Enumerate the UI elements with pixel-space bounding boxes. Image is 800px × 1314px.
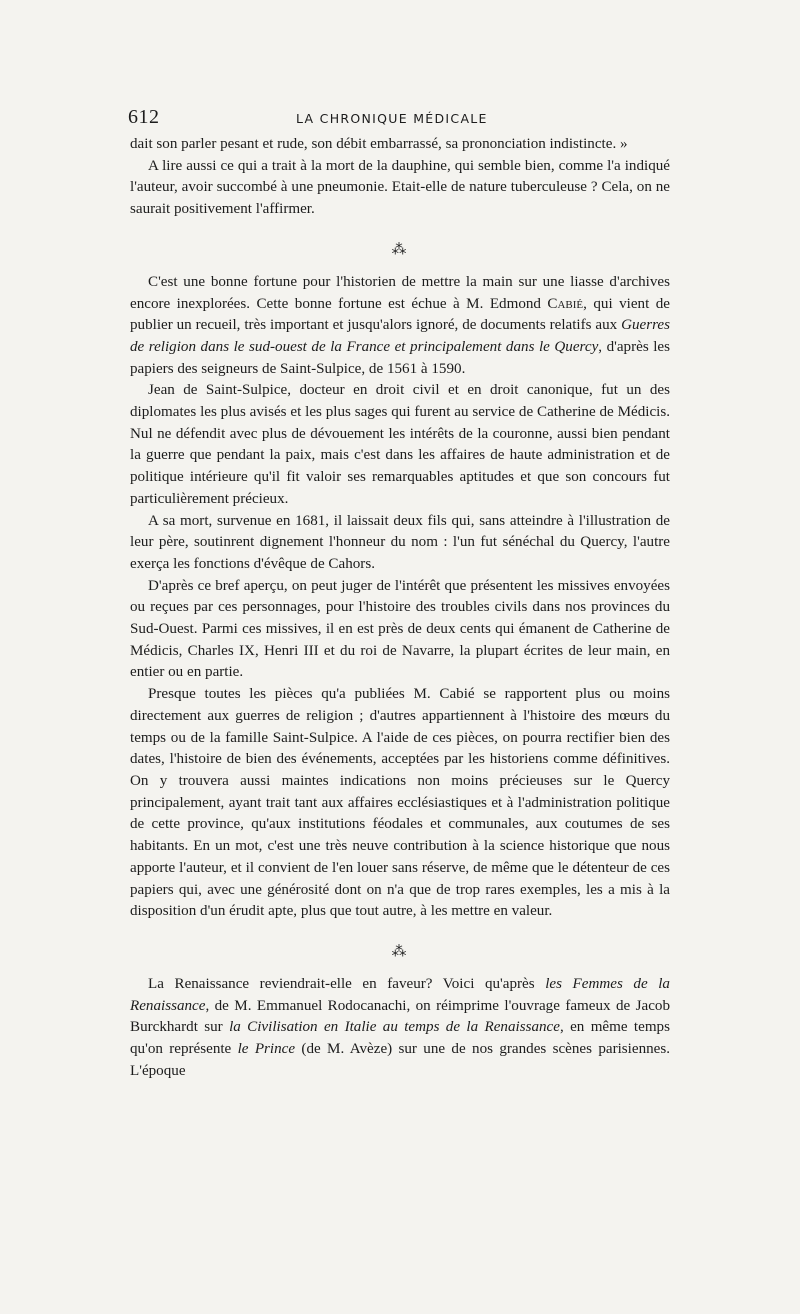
section-separator: ⁂	[391, 241, 409, 258]
play-title-prince: le Prince	[237, 1041, 296, 1058]
paragraph-5: A sa mort, survenue en 1681, il laissait deux fils qui, sans atteindre à l'illustration de leur père, soutinrent dignement l'honneur du nom : l'un fut sénéchal du Quercy, l'autre exerça les fonctions d'évêque de Cahors.	[130, 512, 670, 572]
paragraph-8-text-a: La Renaissance reviendrait-elle en faveur? Voici qu'après	[148, 975, 546, 992]
paragraph-3-text-a: C'est une bonne fortune pour l'historien de mettre la main sur une liasse d'archives encore inexplorées. Cette bonne fortune est échue à M. Edmond	[130, 273, 670, 312]
paragraph-8-text-b: , de M. Emmanuel Rodocanachi, on réimprime l'ouvrage fameux de Jacob Burckhardt sur	[130, 997, 670, 1036]
book-title-civilisation: la Civilisation en Italie au temps de la Renaissance	[229, 1019, 560, 1036]
paragraph-2: A lire aussi ce qui a trait à la mort de la dauphine, qui semble bien, comme l'a indiqué l'auteur, avoir succombé à une pneumonie. Etait-elle de nature tuberculeuse ? Cela, on ne saurait positivement l'affirmer.	[130, 157, 670, 218]
article-body	[130, 134, 670, 1082]
book-title-guerres: Guerres de religion dans le sud-ouest de la France et principalement dans le Quercy	[130, 317, 670, 355]
paragraph-7: Presque toutes les pièces qu'a publiées M. Cabié se rapportent plus ou moins directement aux guerres de religion ; d'autres appartiennent à l'histoire des mœurs du temps ou de la famille Saint-Sulpice. A l'aide de ces pièces, on pourra rectifier bien des dates, l'histoire de bien des événements, acceptées par les historiens comme définitives. On y trouvera aussi maintes indications non moins précieuses sur le Quercy principalement, ayant trait tant aux affaires ecclésiastiques et à l'administration politique de cette province, qu'aux institutions féodales et communales, aux coutumes de ses habitants. En un mot, c'est une très neuve contribution à la science historique que nous apporte l'auteur, et il convient de l'en louer sans réserve, de même que le détenteur de ces papiers qui, avec une générosité dont on n'a que de trop rares exemples, les a mis à la disposition d'un érudit apte, plus que tout autre, à les mettre en valeur.	[130, 686, 670, 920]
paragraph-8-text-d: (de M. Avèze) sur une de nos grandes scènes parisiennes. L'époque	[130, 1041, 671, 1079]
paragraph-3-text-c: , d'après les papiers des seigneurs de Saint-Sulpice, de 1561 à 1590.	[130, 338, 671, 377]
running-title: LA CHRONIQUE MÉDICALE	[296, 111, 488, 126]
paragraph-1: dait son parler pesant et rude, son débit embarrassé, sa prononciation indistincte. »	[130, 136, 628, 152]
section-separator-2: ⁂	[391, 943, 409, 960]
paragraph-3-text-b: , qui vient de publier un recueil, très important et jusqu'alors ignoré, de documents relatifs aux	[130, 295, 671, 334]
paragraph-6: D'après ce bref aperçu, on peut juger de l'intérêt que présentent les missives envoyées ou reçues par ces personnages, pour l'histoire des troubles civils dans nos provinces du Sud-Ouest. Parmi ces missives, il en est près de deux cents qui émanent de Catherine de Médicis, Charles IX, Henri III et du roi de Navarre, la plupart écrites de leur main, en entier ou en partie.	[130, 577, 670, 681]
paragraph-8	[130, 974, 670, 1083]
page-header	[128, 106, 670, 132]
author-name-cabie: Cabié	[547, 295, 584, 312]
page-number: 612	[128, 106, 160, 128]
book-title-femmes: les Femmes de la Renaissance	[130, 975, 670, 1014]
paragraph-8-text-c: , en même temps qu'on représente	[130, 1019, 670, 1058]
paragraph-4: Jean de Saint-Sulpice, docteur en droit civil et en droit canonique, fut un des diplomates les plus avisés et les plus sages qui furent au service de Catherine de Médicis. Nul ne défendit avec plus de dévouement les intérêts de la couronne, aussi bien pendant la guerre que pendant la paix, mais c'est dans les affaires de haute administration et de politique intérieure qu'il fit valoir ses remarquables aptitudes et que son concours fut particulièrement précieux.	[130, 382, 670, 507]
paragraph-3	[130, 272, 670, 381]
